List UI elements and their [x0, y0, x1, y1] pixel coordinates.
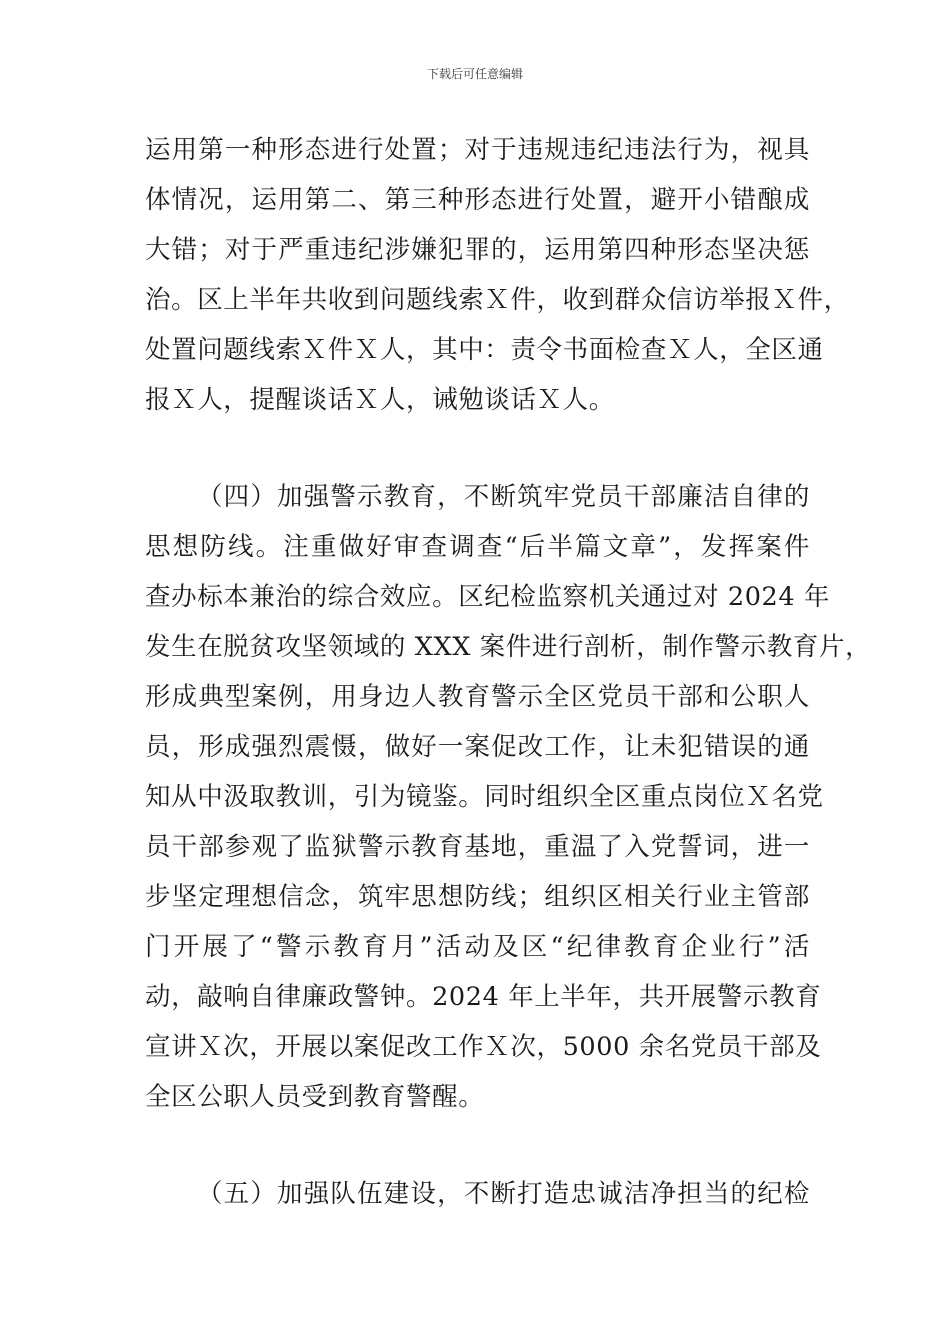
text-line: 宣讲Ｘ次，开展以案促改工作Ｘ次，5000 余名党员干部及	[145, 1032, 822, 1062]
text-line: 思想防线。注重做好审查调查“后半篇文章”，发挥案件	[145, 532, 810, 562]
page-header: 下载后可任意编辑	[426, 67, 523, 81]
text-line: 步坚定理想信念，筑牢思想防线；组织区相关行业主管部	[145, 882, 810, 912]
text-line: 形成典型案例，用身边人教育警示全区党员干部和公职人	[145, 682, 810, 712]
text-line: 全区公职人员受到教育警醒。	[145, 1082, 485, 1112]
text-line: 治。区上半年共收到问题线索Ｘ件，收到群众信访举报Ｘ件，	[145, 285, 850, 315]
text-line: 报Ｘ人，提醒谈话Ｘ人，诫勉谈话Ｘ人。	[145, 385, 615, 415]
text-line: 动，敲响自律廉政警钟。2024 年上半年，共开展警示教育	[145, 982, 822, 1012]
text-line: 门开展了“警示教育月”活动及区“纪律教育企业行”活	[145, 932, 810, 962]
text-line: 大错；对于严重违纪涉嫌犯罪的，运用第四种形态坚决惩	[145, 235, 810, 265]
text-line: 员干部参观了监狱警示教育基地，重温了入党誓词，进一	[145, 832, 810, 862]
text-line: 发生在脱贫攻坚领域的 XXX 案件进行剖析，制作警示教育片，	[145, 632, 872, 662]
text-line: 处置问题线索Ｘ件Ｘ人，其中：责令书面检查Ｘ人，全区通	[145, 335, 824, 365]
text-line: 体情况，运用第二、第三种形态进行处置，避开小错酿成	[145, 185, 810, 215]
text-line: 知从中汲取教训，引为镜鉴。同时组织全区重点岗位Ｘ名党	[145, 782, 824, 812]
text-line: 员，形成强烈震慑，做好一案促改工作，让未犯错误的通	[145, 732, 810, 762]
text-line: （四）加强警示教育，不断筑牢党员干部廉洁自律的	[197, 482, 810, 512]
text-line: 运用第一种形态进行处置；对于违规违纪违法行为，视具	[145, 135, 810, 165]
text-line: （五）加强队伍建设，不断打造忠诚洁净担当的纪检	[197, 1179, 810, 1209]
text-line: 查办标本兼治的综合效应。区纪检监察机关通过对 2024 年	[145, 582, 831, 612]
